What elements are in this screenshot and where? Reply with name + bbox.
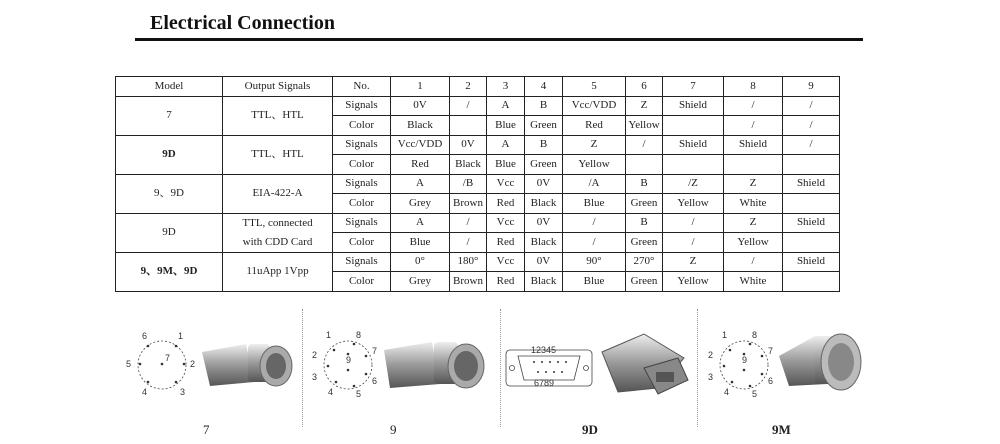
model-cell: 9、9D xyxy=(116,174,223,213)
output-signal-line: 11uApp 1Vpp xyxy=(246,265,309,277)
pin-cell: A xyxy=(487,135,525,155)
pin-cell: / xyxy=(663,233,724,253)
pin-cell: Grey xyxy=(391,272,450,292)
pin-cell: / xyxy=(626,135,663,155)
pin-cell: Red xyxy=(391,155,450,175)
pin-cell: / xyxy=(563,213,626,233)
pin-cell: 0V xyxy=(450,135,487,155)
pin-cell: B xyxy=(525,135,563,155)
pin-cell: Z xyxy=(724,174,783,194)
output-signal-line: TTL、HTL xyxy=(251,148,304,160)
header-cell: 1 xyxy=(391,77,450,97)
pin-cell xyxy=(626,155,663,175)
header-cell: 7 xyxy=(663,77,724,97)
pin-cell: Yellow xyxy=(663,272,724,292)
svg-text:8: 8 xyxy=(356,330,362,340)
pin-cell: Shield xyxy=(663,96,724,116)
pin-cell: Vcc/VDD xyxy=(391,135,450,155)
pin-cell: Grey xyxy=(391,194,450,214)
pin-cell: 0V xyxy=(525,213,563,233)
pinout-7-diagram xyxy=(122,330,202,400)
pin-cell: Vcc xyxy=(487,252,525,272)
pin-cell: / xyxy=(783,116,840,136)
pin-cell: Black xyxy=(525,194,563,214)
pin-cell: Z xyxy=(724,213,783,233)
pin-cell: /B xyxy=(450,174,487,194)
divider xyxy=(500,309,501,427)
pin-cell xyxy=(663,155,724,175)
svg-text:7: 7 xyxy=(768,346,774,356)
row-label-cell: Color xyxy=(333,116,391,136)
pin-cell: 90° xyxy=(563,252,626,272)
svg-text:2: 2 xyxy=(190,359,196,369)
pin-cell: / xyxy=(663,213,724,233)
pin-cell: / xyxy=(783,96,840,116)
pin-cell: Brown xyxy=(450,272,487,292)
svg-text:2: 2 xyxy=(708,350,714,360)
plug-9m-image xyxy=(775,328,865,405)
pin-cell: Yellow xyxy=(663,194,724,214)
pin-cell xyxy=(783,155,840,175)
pin-cell: Black xyxy=(525,233,563,253)
pin-cell: B xyxy=(626,174,663,194)
pin-cell: A xyxy=(487,96,525,116)
output-signals-cell xyxy=(223,96,333,135)
pin-cell: Black xyxy=(450,155,487,175)
output-signal-line: EIA-422-A xyxy=(252,187,303,199)
table-row xyxy=(116,96,840,116)
pin-cell: Black xyxy=(525,272,563,292)
pin-cell: Vcc xyxy=(487,213,525,233)
svg-text:1: 1 xyxy=(178,331,184,341)
svg-text:4: 4 xyxy=(142,387,148,397)
pin-cell: Red xyxy=(487,194,525,214)
pin-cell: 0V xyxy=(391,96,450,116)
table-row xyxy=(116,135,840,155)
pin-cell: Brown xyxy=(450,194,487,214)
svg-text:3: 3 xyxy=(180,387,186,397)
connection-table xyxy=(115,76,840,292)
svg-text:6: 6 xyxy=(768,376,774,386)
model-cell: 7 xyxy=(116,96,223,135)
pin-cell: Blue xyxy=(487,155,525,175)
row-label-cell: Signals xyxy=(333,252,391,272)
model-cell: 9、9M、9D xyxy=(116,252,223,291)
header-cell: 8 xyxy=(724,77,783,97)
pin-cell xyxy=(783,194,840,214)
pin-cell: / xyxy=(724,252,783,272)
plug-9d-image xyxy=(598,328,693,408)
svg-text:7: 7 xyxy=(372,346,378,356)
connector-caption-7: 7 xyxy=(203,422,210,437)
row-label-cell: Signals xyxy=(333,213,391,233)
pin-cell: / xyxy=(724,96,783,116)
header-cell: 2 xyxy=(450,77,487,97)
pin-cell: B xyxy=(525,96,563,116)
pin-cell: Z xyxy=(626,96,663,116)
header-cell: No. xyxy=(333,77,391,97)
svg-text:4: 4 xyxy=(724,387,730,397)
pin-cell: / xyxy=(450,233,487,253)
svg-text:5: 5 xyxy=(752,389,758,399)
svg-text:4: 4 xyxy=(328,387,334,397)
svg-text:5: 5 xyxy=(126,359,132,369)
pin-cell xyxy=(783,272,840,292)
svg-text:1: 1 xyxy=(326,330,332,340)
pin-cell: B xyxy=(626,213,663,233)
pin-cell: Green xyxy=(626,194,663,214)
table-row xyxy=(116,252,840,272)
pin-cell: Vcc xyxy=(487,174,525,194)
pinout-9-diagram xyxy=(306,330,386,400)
pin-cell: 0V xyxy=(525,252,563,272)
row-label-cell: Color xyxy=(333,155,391,175)
pinout-9d-diagram xyxy=(504,344,594,394)
pin-cell: /Z xyxy=(663,174,724,194)
pin-cell: Red xyxy=(487,233,525,253)
pin-cell: Blue xyxy=(563,272,626,292)
pin-cell xyxy=(663,116,724,136)
pin-cell: Black xyxy=(391,116,450,136)
pin-cell: Shield xyxy=(783,252,840,272)
svg-text:7: 7 xyxy=(165,353,171,363)
header-cell: Model xyxy=(116,77,223,97)
header-cell: 4 xyxy=(525,77,563,97)
model-cell: 9D xyxy=(116,213,223,252)
svg-text:5: 5 xyxy=(356,389,362,399)
pin-cell: / xyxy=(450,213,487,233)
row-label-cell: Color xyxy=(333,194,391,214)
pin-cell: /A xyxy=(563,174,626,194)
pin-cell: Blue xyxy=(391,233,450,253)
pin-cell: Z xyxy=(663,252,724,272)
svg-text:2: 2 xyxy=(312,350,318,360)
svg-text:9: 9 xyxy=(346,355,352,365)
pin-cell: Green xyxy=(525,116,563,136)
pin-cell: White xyxy=(724,194,783,214)
pin-cell xyxy=(450,116,487,136)
pin-cell: A xyxy=(391,213,450,233)
pin-cell xyxy=(724,155,783,175)
row-label-cell: Signals xyxy=(333,96,391,116)
output-signal-line: with CDD Card xyxy=(242,235,313,248)
pin-cell: Vcc/VDD xyxy=(563,96,626,116)
output-signal-line: TTL, connected xyxy=(242,216,313,229)
pin-row-bottom: 6789 xyxy=(534,378,555,388)
output-signals-cell xyxy=(223,213,333,252)
divider xyxy=(697,309,698,427)
row-label-cell: Signals xyxy=(333,135,391,155)
pin-cell: Shield xyxy=(783,213,840,233)
page-title: Electrical Connection xyxy=(150,12,335,34)
pin-cell: White xyxy=(724,272,783,292)
pin-cell: / xyxy=(783,135,840,155)
title-rule xyxy=(135,38,863,41)
row-label-cell: Signals xyxy=(333,174,391,194)
connector-caption-9d: 9D xyxy=(582,422,598,437)
output-signals-cell xyxy=(223,174,333,213)
pin-cell: Yellow xyxy=(724,233,783,253)
svg-text:6: 6 xyxy=(142,331,148,341)
model-cell: 9D xyxy=(116,135,223,174)
svg-text:3: 3 xyxy=(708,372,714,382)
plug-7-image xyxy=(196,330,296,405)
pin-cell: / xyxy=(724,116,783,136)
pin-cell: Green xyxy=(626,272,663,292)
pin-cell: Red xyxy=(563,116,626,136)
pin-cell: Yellow xyxy=(626,116,663,136)
pin-row-top: 12345 xyxy=(531,345,557,355)
table-row xyxy=(116,213,840,233)
svg-text:3: 3 xyxy=(312,372,318,382)
pin-cell: Blue xyxy=(563,194,626,214)
svg-text:6: 6 xyxy=(372,376,378,386)
header-cell: 9 xyxy=(783,77,840,97)
plug-9-image xyxy=(378,330,488,407)
pin-cell: Blue xyxy=(487,116,525,136)
output-signals-cell xyxy=(223,135,333,174)
pin-cell: 0V xyxy=(525,174,563,194)
pin-cell: / xyxy=(563,233,626,253)
pin-cell xyxy=(783,233,840,253)
output-signal-line: TTL、HTL xyxy=(251,109,304,121)
pin-cell: Green xyxy=(525,155,563,175)
header-cell: 5 xyxy=(563,77,626,97)
pin-cell: Z xyxy=(563,135,626,155)
pin-cell: Shield xyxy=(663,135,724,155)
row-label-cell: Color xyxy=(333,272,391,292)
pin-cell: 180° xyxy=(450,252,487,272)
header-cell: 3 xyxy=(487,77,525,97)
pin-cell: 0° xyxy=(391,252,450,272)
row-label-cell: Color xyxy=(333,233,391,253)
header-cell: Output Signals xyxy=(223,77,333,97)
svg-text:1: 1 xyxy=(722,330,728,340)
divider xyxy=(302,309,303,427)
pinout-9m-diagram xyxy=(702,330,782,400)
svg-text:9: 9 xyxy=(742,355,748,365)
svg-text:8: 8 xyxy=(752,330,758,340)
pin-cell: A xyxy=(391,174,450,194)
output-signals-cell xyxy=(223,252,333,291)
pin-cell: Shield xyxy=(783,174,840,194)
pin-cell: Yellow xyxy=(563,155,626,175)
header-cell: 6 xyxy=(626,77,663,97)
pin-cell: 270° xyxy=(626,252,663,272)
pin-cell: Red xyxy=(487,272,525,292)
table-row xyxy=(116,174,840,194)
pin-cell: / xyxy=(450,96,487,116)
connector-caption-9: 9 xyxy=(390,422,397,437)
connector-caption-9m: 9M xyxy=(772,422,791,437)
pin-cell: Green xyxy=(626,233,663,253)
pin-cell: Shield xyxy=(724,135,783,155)
